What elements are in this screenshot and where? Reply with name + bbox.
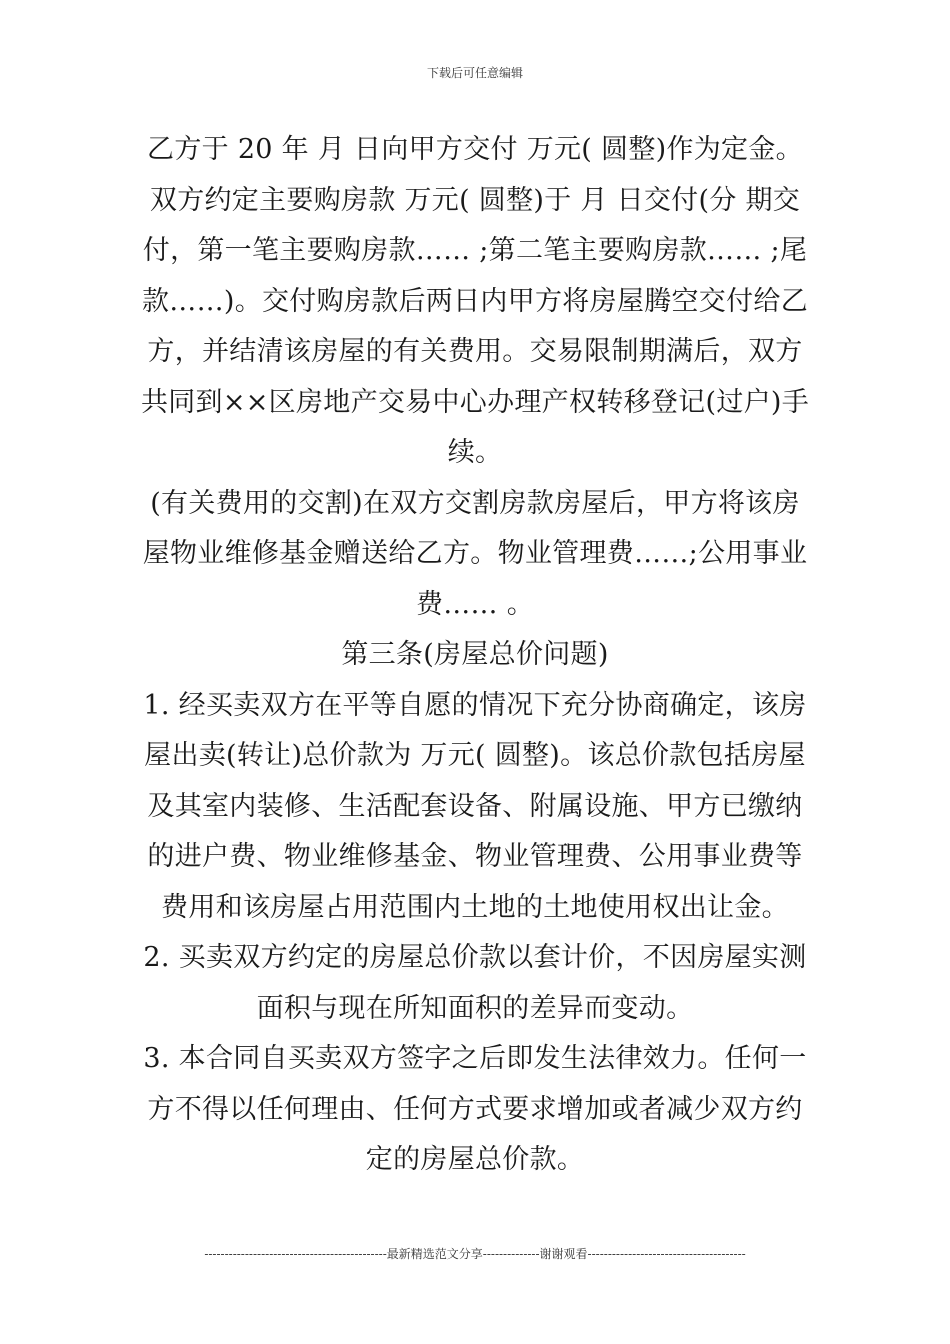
clause-3-legal-effect: 3. 本合同自买卖双方签字之后即发生法律效力。任何一方不得以任何理由、任何方式要求增加或者减少双方约定的房屋总价款。: [143, 1043, 807, 1175]
article-three-heading: 第三条(房屋总价问题): [341, 639, 609, 670]
clause-1-total-price: 1. 经买卖双方在平等自愿的情况下充分协商确定，该房屋出卖(转让)总价款为 万元( 圆整)。该总价款包括房屋及其室内装修、生活配套设备、附属设施、甲方已缴纳的进户费、物业维修基金、物业管理费、公用事业费等费用和该房屋占用范围内土地的土地使用权出让金。: [143, 689, 807, 923]
paragraph-deposit-payment: 乙方于 20 年 月 日向甲方交付 万元( 圆整)作为定金。双方约定主要购房款 万元( 圆整)于 月 日交付(分 期交付，第一笔主要购房款…… ;第二笔主要购房款…… ;尾款……)。交付购房款后两日内甲方将房屋腾空交付给乙方，并结清该房屋的有关费用。交易限制期满后，双方共同到××区房地产交易中心办理产权转移登记(过户)手续。: [140, 134, 810, 468]
paragraph-fee-handover: (有关费用的交割)在双方交割房款房屋后，甲方将该房屋物业维修基金赠送给乙方。物业管理费……;公用事业费…… 。: [142, 487, 808, 620]
document-body: [140, 125, 810, 1186]
clause-2-pricing-by-unit: 2. 买卖双方约定的房屋总价款以套计价，不因房屋实测面积与现在所知面积的差异而变动。: [143, 942, 807, 1024]
page-footer: ---------------------------------------------最新精选范文分享--------------谢谢观看---------------------------------------: [204, 1247, 746, 1261]
page-header-note: 下载后可任意编辑: [426, 66, 523, 80]
